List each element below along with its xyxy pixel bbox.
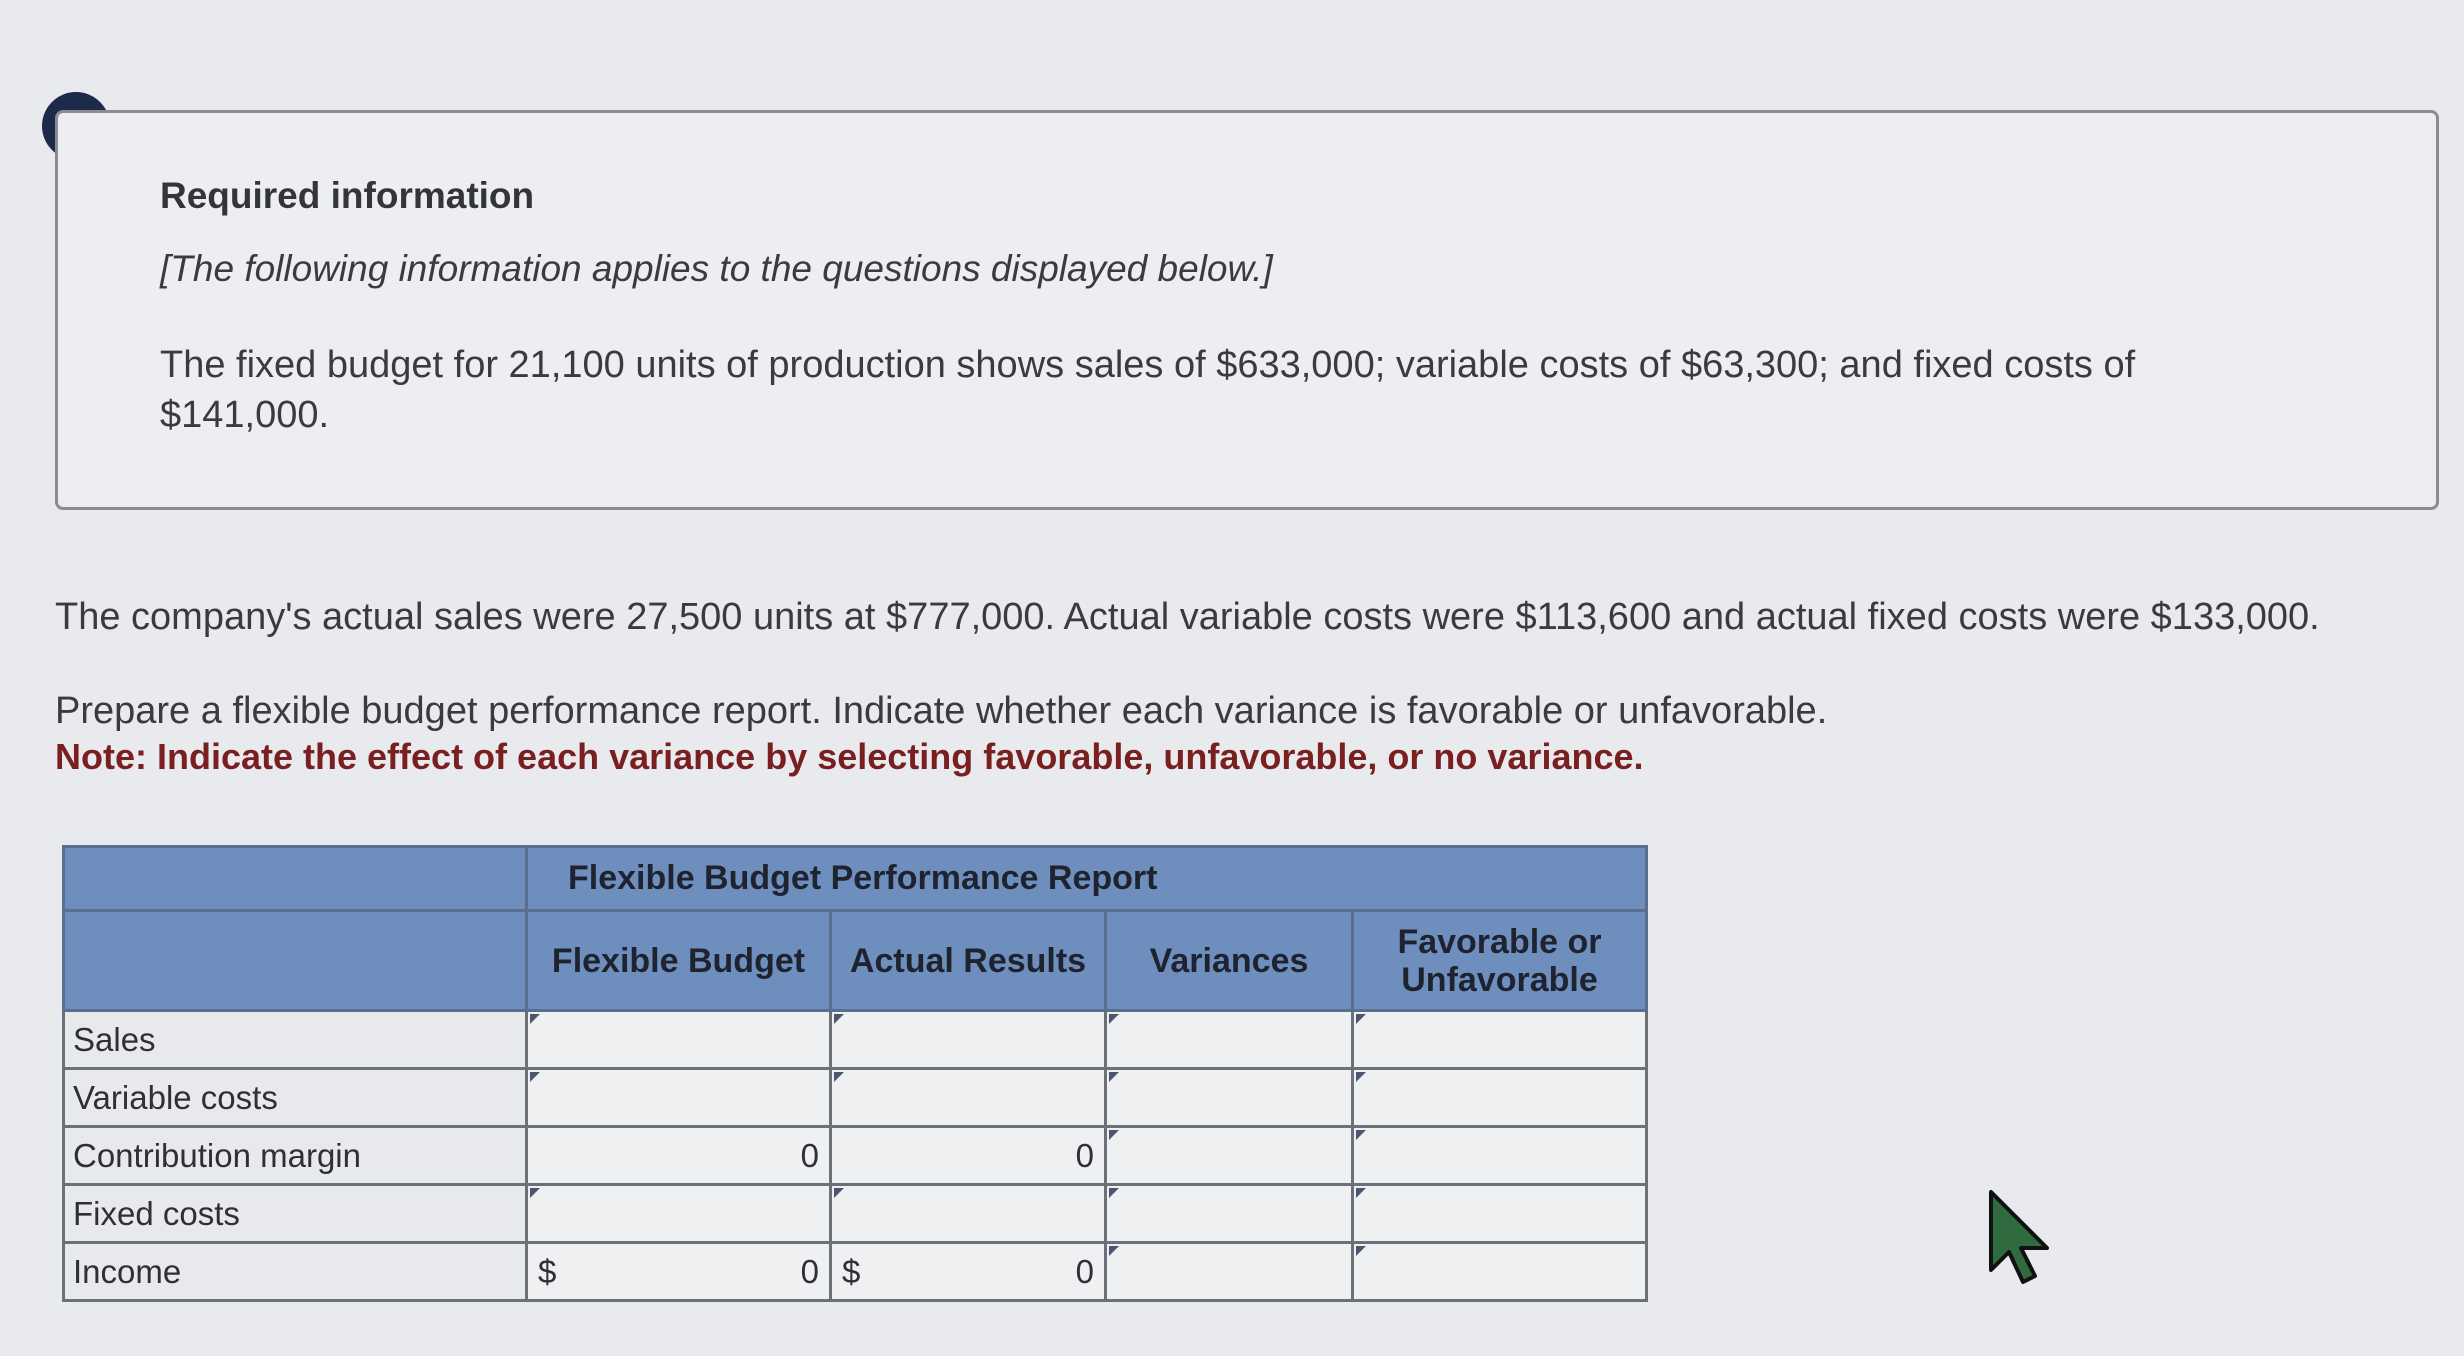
contribution-margin-flexible-value: 0 <box>527 1127 831 1185</box>
table-row <box>64 1127 1647 1185</box>
col-flexible-budget: Flexible Budget <box>527 911 831 1011</box>
row-label-contribution-margin: Contribution margin <box>64 1127 527 1185</box>
table-row <box>64 1243 1647 1301</box>
variable-costs-fav-unfav-select[interactable] <box>1353 1069 1647 1127</box>
fixed-costs-flexible-input[interactable] <box>527 1185 831 1243</box>
sales-variance-input[interactable] <box>1106 1011 1353 1069</box>
contribution-margin-fav-unfav-select[interactable] <box>1353 1127 1647 1185</box>
table-row <box>64 1011 1647 1069</box>
fixed-costs-variance-input[interactable] <box>1106 1185 1353 1243</box>
row-label-fixed-costs: Fixed costs <box>64 1185 527 1243</box>
currency-symbol: $ <box>538 1252 557 1290</box>
col-variances: Variances <box>1106 911 1353 1011</box>
income-actual-amount: 0 <box>1075 1252 1094 1290</box>
row-label-variable-costs: Variable costs <box>64 1069 527 1127</box>
report-title: Flexible Budget Performance Report <box>527 847 1647 911</box>
col-actual-results: Actual Results <box>831 911 1106 1011</box>
info-subtitle: [The following information applies to the questions displayed below.] <box>160 248 1273 289</box>
mouse-pointer-icon <box>1985 1188 2065 1293</box>
actual-results-text: The company's actual sales were 27,500 units at $777,000. Actual variable costs were $113,600 and actual fixed costs were $133,000. <box>55 596 2320 638</box>
info-title: Required information <box>160 175 535 216</box>
note-text: Note: Indicate the effect of each variance by selecting favorable, unfavorable, or no variance. <box>55 736 1644 777</box>
contribution-margin-variance-input[interactable] <box>1106 1127 1353 1185</box>
income-flexible-value <box>527 1243 831 1301</box>
variable-costs-actual-input[interactable] <box>831 1069 1106 1127</box>
col-favorable-unfavorable: Favorable or Unfavorable <box>1353 911 1647 1011</box>
required-information-panel <box>55 110 2439 510</box>
row-label-header <box>64 911 527 1011</box>
row-label-sales: Sales <box>64 1011 527 1069</box>
instruction-text: Prepare a flexible budget performance report. Indicate whether each variance is favorable or unfavorable. <box>55 690 1828 732</box>
sales-actual-input[interactable] <box>831 1011 1106 1069</box>
fixed-costs-fav-unfav-select[interactable] <box>1353 1185 1647 1243</box>
income-fav-unfav-select[interactable] <box>1353 1243 1647 1301</box>
income-variance-input[interactable] <box>1106 1243 1353 1301</box>
income-flexible-amount: 0 <box>800 1252 819 1290</box>
income-actual-value <box>831 1243 1106 1301</box>
fixed-costs-actual-input[interactable] <box>831 1185 1106 1243</box>
flexible-budget-report-table <box>62 845 1648 1302</box>
sales-flexible-input[interactable] <box>527 1011 831 1069</box>
table-row <box>64 1069 1647 1127</box>
contribution-margin-actual-value: 0 <box>831 1127 1106 1185</box>
variable-costs-flexible-input[interactable] <box>527 1069 831 1127</box>
row-label-income: Income <box>64 1243 527 1301</box>
sales-fav-unfav-select[interactable] <box>1353 1011 1647 1069</box>
currency-symbol: $ <box>842 1252 861 1290</box>
variable-costs-variance-input[interactable] <box>1106 1069 1353 1127</box>
info-body: The fixed budget for 21,100 units of production shows sales of $633,000; variable costs of $63,300; and fixed costs of $141,000. <box>160 344 2136 436</box>
table-row <box>64 1185 1647 1243</box>
